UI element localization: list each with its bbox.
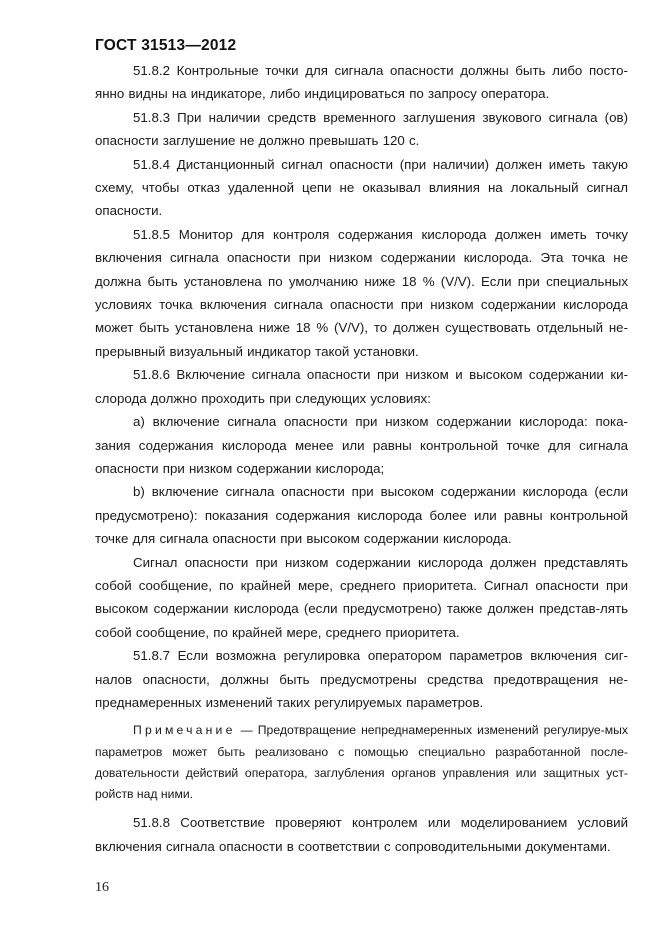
list-item-b: b) включение сигнала опасности при высоком содержании кислорода (если предусмотрено): показания содержания кислорода более или равны контрольной точке для сигнала опасности при высоком содержании кислорода. [95, 484, 628, 547]
paragraph-51-8-3: 51.8.3 При наличии средств временного заглушения звукового сигнала (ов) опасности заглушение не должно превышать 120 с. [95, 109, 628, 149]
document-body [95, 59, 628, 858]
paragraph-51-8-7: 51.8.7 Если возможна регулировка оператором параметров включения сиг-налов опасности, должны быть предусмотрены средства предотвращения не-преднамеренных изменений таких регулируемых параметров. [95, 648, 628, 710]
paragraph-51-8-5: 51.8.5 Монитор для контроля содержания кислорода должен иметь точку включения сигнала опасности при низком содержании кислорода. Эта точка не должна быть установлена по умолчанию ниже 18 % (V/V). Если при специальных условиях точка включения сигнала опасности при низком содержании кислорода может быть установлена ниже 18 % (V/V), то должен существовать отдельный не-прерывный визуальный индикатор такой установки. [95, 226, 628, 359]
paragraph-51-8-6: 51.8.6 Включение сигнала опасности при низком и высоком содержании ки-слорода должно проходить при следующих условиях: [95, 367, 628, 406]
paragraph-51-8-8: 51.8.8 Соответствие проверяют контролем или моделированием условий включения сигнала опасности в соответствии с сопроводительными документами. [95, 815, 628, 854]
note-block [95, 720, 628, 805]
note-label: Примечание [133, 723, 236, 738]
standard-header: ГОСТ 31513—2012 [95, 37, 237, 54]
paragraph-51-8-4: 51.8.4 Дистанционный сигнал опасности (при наличии) должен иметь такую схему, чтобы отказ удаленной цепи не оказывал влияния на локальный сигнал опасности. [95, 156, 628, 219]
list-item-a: а) включение сигнала опасности при низком содержании кислорода: пока-зания содержания кислорода менее или равны контрольной точке для сигнала опасности при низком содержании кислорода; [95, 414, 628, 476]
page-number: 16 [95, 880, 109, 895]
paragraph-51-8-2: 51.8.2 Контрольные точки для сигнала опасности должны быть либо посто-янно видны на индикаторе, либо индицироваться по запросу оператора. [95, 63, 628, 102]
paragraph-signal-priority: Сигнал опасности при низком содержании кислорода должен представлять собой сообщение, по крайней мере, среднего приоритета. Сигнал опасности при высоком содержании кислорода (если предусмотрено) также должен представ-лять собой сообщение, по крайней мере, среднего приоритета. [95, 554, 628, 640]
note-text: — Предотвращение непреднамеренных изменений регулируе-мых параметров может быть реализовано с помощью специально разработанной после-довательности действий оператора, заглубления органов управления или защитных уст-ройств над ними. [95, 723, 628, 801]
